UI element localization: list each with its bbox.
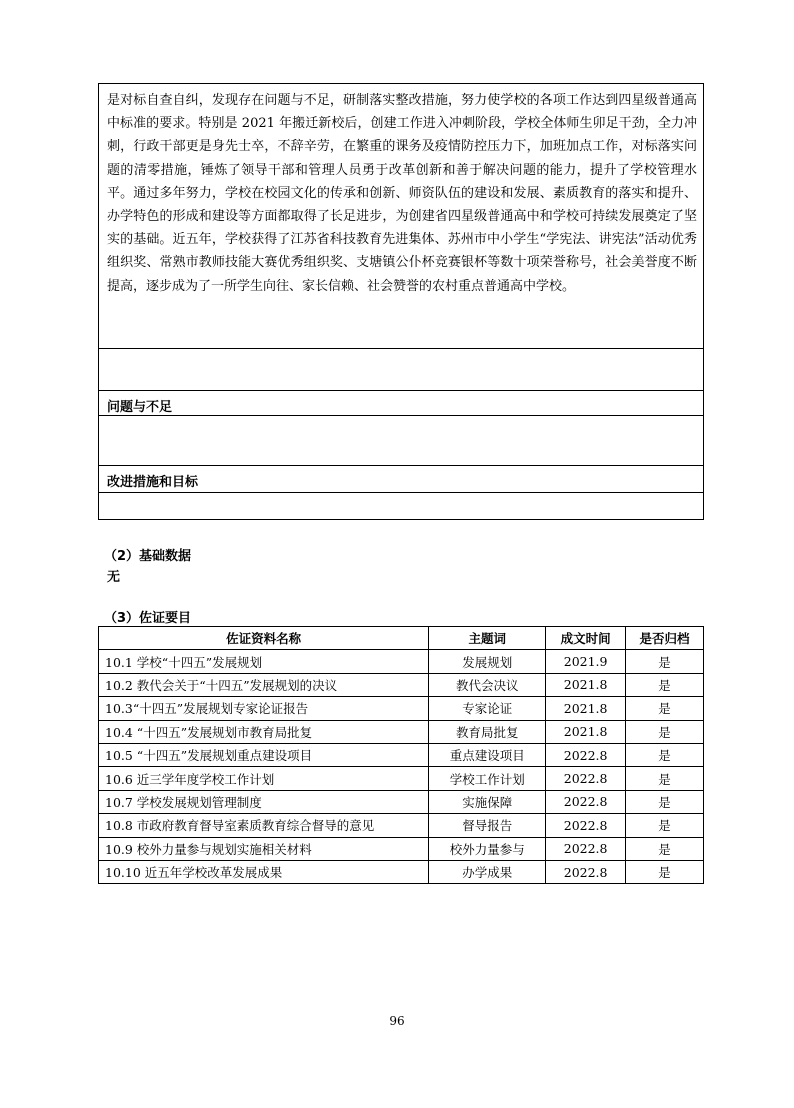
- table-row: [99, 743, 704, 766]
- keyword-cell: 实施保障: [429, 790, 546, 813]
- material-name-cell: 10.10 近五年学校改革发展成果: [99, 860, 429, 883]
- table-header-row: [99, 627, 704, 650]
- keyword-cell: 重点建设项目: [429, 743, 546, 766]
- date-cell: 2022.8: [546, 743, 626, 766]
- table-row: [99, 720, 704, 743]
- date-cell: 2022.8: [546, 790, 626, 813]
- divider: [99, 492, 703, 493]
- table-row: [99, 814, 704, 837]
- header-archived: 是否归档: [626, 627, 704, 650]
- keyword-cell: 校外力量参与: [429, 837, 546, 860]
- keyword-cell: 教代会决议: [429, 673, 546, 696]
- table-row: [99, 837, 704, 860]
- material-name-cell: 10.4 “十四五”发展规划市教育局批复: [99, 720, 429, 743]
- table-row: [99, 673, 704, 696]
- archived-cell: 是: [626, 767, 704, 790]
- archived-cell: 是: [626, 814, 704, 837]
- date-cell: 2022.8: [546, 767, 626, 790]
- material-name-cell: 10.6 近三学年度学校工作计划: [99, 767, 429, 790]
- keyword-cell: 发展规划: [429, 650, 546, 673]
- material-name-cell: 10.3“十四五”发展规划专家论证报告: [99, 697, 429, 720]
- date-cell: 2022.8: [546, 814, 626, 837]
- table-row: [99, 860, 704, 883]
- archived-cell: 是: [626, 790, 704, 813]
- divider: [99, 390, 703, 391]
- divider: [99, 465, 703, 466]
- material-name-cell: 10.5 “十四五”发展规划重点建设项目: [99, 743, 429, 766]
- archived-cell: 是: [626, 837, 704, 860]
- archived-cell: 是: [626, 720, 704, 743]
- date-cell: 2022.8: [546, 837, 626, 860]
- material-name-cell: 10.1 学校“十四五”发展规划: [99, 650, 429, 673]
- archived-cell: 是: [626, 743, 704, 766]
- basic-data-value: 无: [107, 570, 121, 585]
- keyword-cell: 学校工作计划: [429, 767, 546, 790]
- date-cell: 2021.8: [546, 697, 626, 720]
- problems-label: 问题与不足: [107, 400, 173, 415]
- page-number: 96: [389, 1014, 405, 1028]
- summary-paragraph: 是对标自查自纠，发现存在问题与不足，研制落实整改措施，努力使学校的各项工作达到四星级普通高中标准的要求。特别是 2021 年搬迁新校后，创建工作进入冲刺阶段，学校全体师生卯足干劲，全力冲刺，行政干部更是身先士卒，不辞辛劳，在繁重的课务及疫情防控压力下，加班加点工作，对标落实问题的清零措施，锤炼了领导干部和管理人员勇于改革创新和善于解决问题的能力，提升了学校管理水平。通过多年努力，学校在校园文化的传承和创新、师资队伍的建设和发展、素质教育的落实和提升、办学特色的形成和建设等方面都取得了长足进步，为创建省四星级普通高中和学校可持续发展奠定了坚实的基础。近五年，学校获得了江苏省科技教育先进集体、苏州市中小学生“学宪法、讲宪法”活动优秀组织奖、常熟市教师技能大赛优秀组织奖、支塘镇公仆杯竞赛银杯等数十项荣誉称号，社会美誉度不断提高，逐步成为了一所学生向往、家长信赖、社会赞誉的农村重点普通高中学校。: [107, 93, 697, 294]
- keyword-cell: 督导报告: [429, 814, 546, 837]
- archived-cell: 是: [626, 673, 704, 696]
- date-cell: 2021.8: [546, 673, 626, 696]
- basic-data-heading: （2）基础数据: [104, 549, 192, 564]
- self-assessment-box: [98, 83, 704, 520]
- divider: [99, 348, 703, 349]
- measures-label: 改进措施和目标: [107, 475, 199, 490]
- material-name-cell: 10.8 市政府教育督导室素质教育综合督导的意见: [99, 814, 429, 837]
- keyword-cell: 教育局批复: [429, 720, 546, 743]
- material-name-cell: 10.2 教代会关于“十四五”发展规划的决议: [99, 673, 429, 696]
- divider: [99, 415, 703, 416]
- keyword-cell: 办学成果: [429, 860, 546, 883]
- archived-cell: 是: [626, 697, 704, 720]
- table-row: [99, 767, 704, 790]
- date-cell: 2021.9: [546, 650, 626, 673]
- archived-cell: 是: [626, 650, 704, 673]
- table-row: [99, 697, 704, 720]
- header-material-name: 佐证资料名称: [99, 627, 429, 650]
- header-date: 成文时间: [546, 627, 626, 650]
- table-row: [99, 790, 704, 813]
- material-name-cell: 10.9 校外力量参与规划实施相关材料: [99, 837, 429, 860]
- evidence-heading: （3）佐证要目: [104, 611, 192, 626]
- date-cell: 2022.8: [546, 860, 626, 883]
- date-cell: 2021.8: [546, 720, 626, 743]
- keyword-cell: 专家论证: [429, 697, 546, 720]
- evidence-table: [98, 626, 704, 884]
- header-keyword: 主题词: [429, 627, 546, 650]
- material-name-cell: 10.7 学校发展规划管理制度: [99, 790, 429, 813]
- archived-cell: 是: [626, 860, 704, 883]
- table-row: [99, 650, 704, 673]
